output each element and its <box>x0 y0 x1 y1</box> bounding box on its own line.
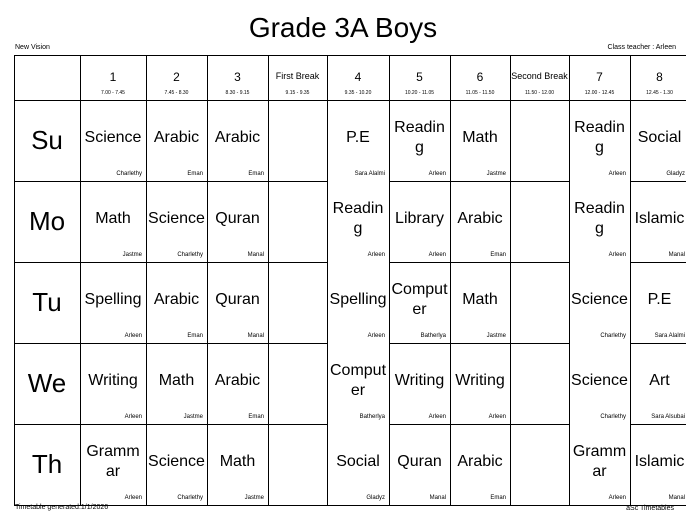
lesson-teacher: Charlethy <box>177 252 203 258</box>
lesson-teacher: Manal <box>247 333 264 339</box>
lesson-teacher: Arleen <box>367 333 385 339</box>
lesson-subject: Reading <box>574 119 625 156</box>
period-time: 10.20 - 11.05 <box>404 90 435 96</box>
lesson-teacher: Arleen <box>428 171 446 177</box>
lesson-subject-wrap <box>452 189 508 249</box>
lesson-cell[interactable] <box>630 262 686 343</box>
period-number: 3 <box>234 70 241 84</box>
lesson-subject: Arabic <box>153 291 200 308</box>
lesson-teacher: Arleen <box>608 171 626 177</box>
period-number: 2 <box>173 70 180 84</box>
lesson-subject-wrap <box>391 189 448 249</box>
lesson-subject: Writing <box>455 372 505 389</box>
period-header <box>80 55 146 100</box>
lesson-cell[interactable] <box>630 424 686 505</box>
lesson-subject-wrap <box>82 270 144 330</box>
lesson-teacher: Jastme <box>486 333 506 339</box>
day-label: Mo <box>28 206 66 236</box>
period-header <box>207 55 268 100</box>
lesson-teacher: Charlethy <box>600 333 626 339</box>
timetable-grid <box>14 55 685 503</box>
period-number: 6 <box>476 70 484 84</box>
period-header <box>146 55 207 100</box>
period-time: 12.45 - 1.30 <box>646 90 673 96</box>
lesson-cell[interactable] <box>80 181 146 262</box>
lesson-subject-wrap <box>82 108 144 168</box>
lesson-cell[interactable] <box>146 262 207 343</box>
period-time: 7.00 - 7.45 <box>101 90 125 96</box>
lesson-subject-wrap <box>452 351 508 411</box>
lesson-teacher: Eman <box>248 414 264 420</box>
lesson-cell[interactable] <box>630 343 686 424</box>
lesson-teacher: Jastme <box>183 414 203 420</box>
lesson-subject-wrap <box>329 189 387 249</box>
lesson-teacher: Eman <box>187 333 203 339</box>
lesson-subject: Math <box>158 372 195 389</box>
lesson-subject: Arabic <box>214 372 261 389</box>
lesson-teacher: Arleen <box>428 252 446 258</box>
lesson-teacher: Gladyz <box>366 495 385 501</box>
lesson-subject-wrap <box>571 432 628 492</box>
period-header <box>630 55 686 100</box>
class-teacher: Class teacher : Arleen <box>607 44 676 51</box>
lesson-subject-wrap <box>209 351 266 411</box>
lesson-cell[interactable] <box>207 181 268 262</box>
lesson-subject: Science <box>148 453 205 470</box>
lesson-teacher: Sara Alsubai <box>651 414 685 420</box>
lesson-subject: Spelling <box>329 291 387 308</box>
lesson-teacher: Arleen <box>608 252 626 258</box>
lesson-teacher: Manal <box>429 495 446 501</box>
lesson-subject: Grammar <box>572 443 627 480</box>
lesson-subject-wrap <box>209 189 266 249</box>
lesson-cell[interactable] <box>569 262 630 343</box>
lesson-subject: Arabic <box>153 129 200 146</box>
lesson-cell[interactable] <box>450 100 510 181</box>
lesson-cell[interactable] <box>450 181 510 262</box>
lesson-subject: Library <box>395 210 444 227</box>
lesson-subject-wrap <box>632 351 686 411</box>
lesson-subject-wrap <box>329 270 387 330</box>
period-number: 7 <box>596 70 603 84</box>
period-time: 11.05 - 11.50 <box>465 90 495 96</box>
lesson-cell[interactable] <box>450 424 510 505</box>
lesson-cell[interactable] <box>207 262 268 343</box>
column-line <box>268 55 269 505</box>
lesson-subject-wrap <box>148 189 205 249</box>
lesson-teacher: Arleen <box>124 414 142 420</box>
lesson-subject-wrap <box>329 432 387 492</box>
footer-brand: aSc Timetables <box>626 505 674 512</box>
lesson-cell[interactable] <box>389 181 450 262</box>
lesson-subject: Art <box>649 372 670 389</box>
lesson-teacher: Arleen <box>428 414 446 420</box>
lesson-cell[interactable] <box>146 424 207 505</box>
lesson-subject-wrap <box>209 432 266 492</box>
lesson-teacher: Manal <box>668 252 685 258</box>
lesson-subject: Math <box>219 453 256 470</box>
lesson-subject: Math <box>462 291 498 308</box>
lesson-subject-wrap <box>82 351 144 411</box>
lesson-subject-wrap <box>452 108 508 168</box>
lesson-cell[interactable] <box>327 424 389 505</box>
lesson-teacher: Charlethy <box>600 414 626 420</box>
period-time: 8.30 - 9.15 <box>225 90 250 96</box>
lesson-subject-wrap <box>148 108 205 168</box>
lesson-subject: Quran <box>215 210 260 227</box>
lesson-cell[interactable] <box>569 181 630 262</box>
period-header <box>569 55 630 100</box>
lesson-teacher: Arleen <box>124 495 142 501</box>
lesson-subject: Writing <box>394 372 445 389</box>
lesson-subject: Science <box>571 372 628 389</box>
lesson-subject-wrap <box>329 351 387 411</box>
lesson-teacher: Arleen <box>488 414 506 420</box>
lesson-subject-wrap <box>391 270 448 330</box>
lesson-cell[interactable] <box>146 100 207 181</box>
lesson-subject-wrap <box>209 270 266 330</box>
period-header <box>450 55 510 100</box>
lesson-subject-wrap <box>391 108 448 168</box>
lesson-subject: Computer <box>391 281 448 318</box>
lesson-subject-wrap <box>571 189 628 249</box>
lesson-subject-wrap <box>148 270 205 330</box>
day-label: We <box>27 368 67 398</box>
lesson-subject-wrap <box>452 432 508 492</box>
lesson-teacher: Eman <box>248 171 264 177</box>
lesson-subject: Science <box>148 210 205 227</box>
lesson-subject: Grammar <box>86 443 140 480</box>
lesson-subject: Islamic <box>634 210 685 227</box>
lesson-cell[interactable] <box>389 343 450 424</box>
lesson-subject: Writing <box>88 372 138 389</box>
lesson-subject-wrap <box>452 270 508 330</box>
lesson-cell[interactable] <box>327 262 389 343</box>
period-time: 12.00 - 12.45 <box>584 90 615 96</box>
lesson-cell[interactable] <box>630 100 686 181</box>
lesson-cell[interactable] <box>146 181 207 262</box>
lesson-cell[interactable] <box>389 262 450 343</box>
lesson-subject-wrap <box>82 189 144 249</box>
lesson-teacher: Manal <box>668 495 685 501</box>
break-header <box>268 55 327 100</box>
lesson-subject-wrap <box>571 108 628 168</box>
lesson-cell[interactable] <box>207 100 268 181</box>
break-time: 9.15 - 9.35 <box>285 90 310 96</box>
lesson-cell[interactable] <box>207 424 268 505</box>
lesson-subject: Science <box>84 129 142 146</box>
lesson-subject: Social <box>637 129 682 146</box>
lesson-subject: Reading <box>574 200 625 237</box>
lesson-subject: P.E <box>647 291 672 308</box>
lesson-teacher: Charlethy <box>116 171 142 177</box>
generated-date: Timetable generated:1/1/2026 <box>15 504 109 511</box>
lesson-teacher: Eman <box>187 171 203 177</box>
period-header <box>389 55 450 100</box>
lesson-subject-wrap <box>632 432 686 492</box>
period-number: 1 <box>109 70 117 84</box>
lesson-subject: Social <box>336 453 380 470</box>
period-header <box>327 55 389 100</box>
lesson-cell[interactable] <box>450 262 510 343</box>
lesson-cell[interactable] <box>569 343 630 424</box>
lesson-teacher: Sara Alalmi <box>354 171 385 177</box>
lesson-teacher: Jastme <box>122 252 142 258</box>
lesson-teacher: Jastme <box>244 495 264 501</box>
lesson-teacher: Arleen <box>124 333 142 339</box>
lesson-cell[interactable] <box>80 262 146 343</box>
day-label: Tu <box>32 287 62 317</box>
lesson-cell[interactable] <box>327 100 389 181</box>
lesson-cell[interactable] <box>389 100 450 181</box>
break-time: 11.50 - 12.00 <box>524 90 555 96</box>
period-number: 4 <box>354 70 362 84</box>
lesson-cell[interactable] <box>327 181 389 262</box>
lesson-cell[interactable] <box>327 343 389 424</box>
day-label: Th <box>31 449 63 479</box>
break-name: First Break <box>275 71 320 81</box>
lesson-teacher: Gladyz <box>666 171 685 177</box>
lesson-subject: Math <box>95 210 131 227</box>
lesson-subject: Arabic <box>457 210 503 227</box>
lesson-teacher: Arleen <box>608 495 626 501</box>
school-name: New Vision <box>15 44 50 51</box>
lesson-subject: Islamic <box>634 453 685 470</box>
column-line <box>510 55 511 505</box>
lesson-cell[interactable] <box>80 100 146 181</box>
lesson-teacher: Arleen <box>367 252 385 258</box>
lesson-subject: Math <box>462 129 498 146</box>
lesson-subject-wrap <box>391 351 448 411</box>
lesson-subject: P.E <box>346 129 370 146</box>
lesson-subject: Computer <box>329 362 387 399</box>
lesson-teacher: Manal <box>247 252 264 258</box>
lesson-subject-wrap <box>571 270 628 330</box>
break-header <box>510 55 569 100</box>
lesson-teacher: Batherlya <box>420 333 446 339</box>
lesson-cell[interactable] <box>80 343 146 424</box>
lesson-subject: Reading <box>394 119 445 156</box>
lesson-subject-wrap <box>632 270 686 330</box>
period-number: 8 <box>656 70 663 84</box>
lesson-subject: Quran <box>397 453 442 470</box>
lesson-cell[interactable] <box>80 424 146 505</box>
lesson-subject: Quran <box>215 291 260 308</box>
lesson-subject-wrap <box>329 108 387 168</box>
timetable-title: Grade 3A Boys <box>248 12 438 43</box>
lesson-subject: Reading <box>332 200 384 237</box>
lesson-subject: Spelling <box>84 291 142 308</box>
lesson-subject: Arabic <box>457 453 503 470</box>
lesson-subject-wrap <box>632 108 686 168</box>
lesson-cell[interactable] <box>630 181 686 262</box>
lesson-teacher: Jastme <box>486 171 506 177</box>
day-label: Su <box>31 125 63 155</box>
lesson-subject-wrap <box>571 351 628 411</box>
lesson-subject: Arabic <box>214 129 261 146</box>
lesson-teacher: Batherlya <box>359 414 385 420</box>
lesson-teacher: Sara Alalmi <box>654 333 685 339</box>
lesson-cell[interactable] <box>207 343 268 424</box>
lesson-cell[interactable] <box>450 343 510 424</box>
period-time: 9.35 - 10.20 <box>344 90 372 96</box>
period-time: 7.45 - 8.30 <box>164 90 189 96</box>
lesson-subject-wrap <box>209 108 266 168</box>
lesson-cell[interactable] <box>569 424 630 505</box>
lesson-subject-wrap <box>148 351 205 411</box>
lesson-subject-wrap <box>391 432 448 492</box>
lesson-subject-wrap <box>632 189 686 249</box>
period-number: 5 <box>416 70 423 84</box>
lesson-cell[interactable] <box>569 100 630 181</box>
lesson-subject: Science <box>571 291 628 308</box>
lesson-cell[interactable] <box>389 424 450 505</box>
lesson-cell[interactable] <box>146 343 207 424</box>
lesson-teacher: Eman <box>490 252 506 258</box>
lesson-teacher: Charlethy <box>177 495 203 501</box>
break-name: Second Break <box>511 71 568 81</box>
lesson-subject-wrap <box>148 432 205 492</box>
lesson-subject-wrap <box>82 432 144 492</box>
lesson-teacher: Eman <box>490 495 506 501</box>
